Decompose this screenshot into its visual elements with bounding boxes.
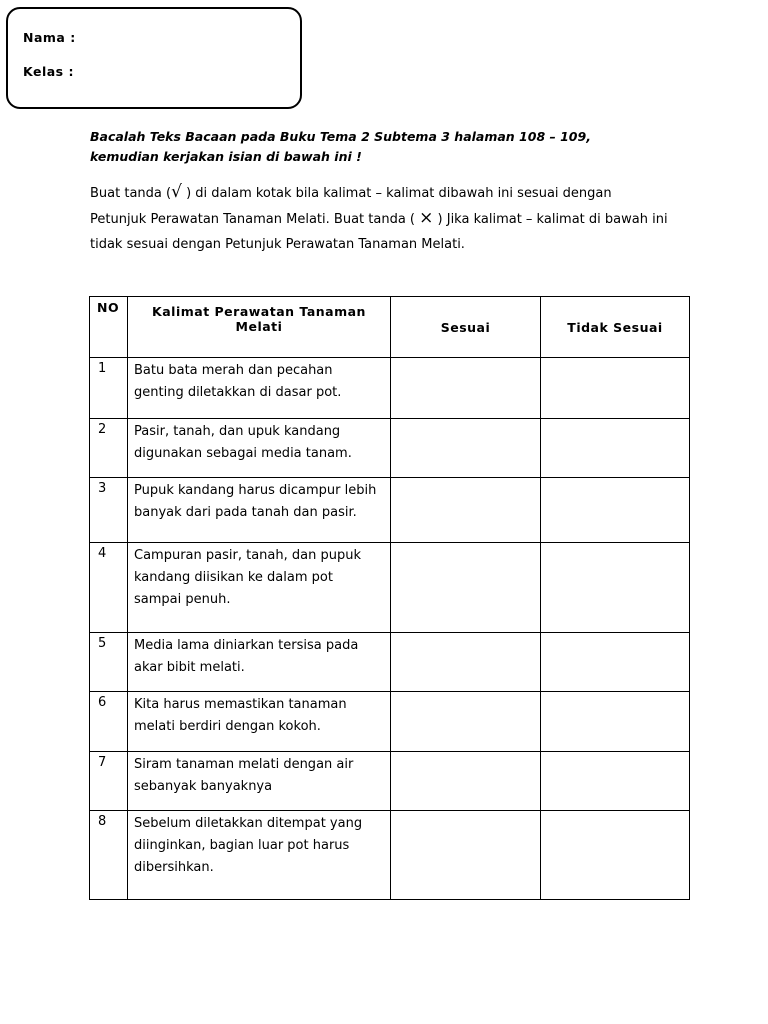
table-row [90,752,690,811]
header-sesuai: Sesuai [391,297,541,358]
marking-instruction [90,180,670,257]
tidak-sesuai-checkbox[interactable] [541,419,690,478]
tidak-sesuai-checkbox[interactable] [541,633,690,692]
instruction-part-1: Buat tanda ( [90,186,172,201]
table-row [90,358,690,419]
sesuai-checkbox[interactable] [391,419,541,478]
row-statement: Media lama diniarkan tersisa pada akar bibit melati. [128,633,391,692]
row-number: 1 [90,358,128,419]
tidak-sesuai-checkbox[interactable] [541,752,690,811]
row-number: 4 [90,543,128,633]
sesuai-checkbox[interactable] [391,543,541,633]
sesuai-checkbox[interactable] [391,478,541,543]
row-number: 6 [90,692,128,752]
row-number: 7 [90,752,128,811]
header-tidak-sesuai: Tidak Sesuai [541,297,690,358]
row-statement: Campuran pasir, tanah, dan pupuk kandang diisikan ke dalam pot sampai penuh. [128,543,391,633]
table-header-row [90,297,690,358]
row-statement: Batu bata merah dan pecahan genting diletakkan di dasar pot. [128,358,391,419]
row-number: 5 [90,633,128,692]
class-label: Kelas : [23,64,74,79]
row-statement: Sebelum diletakkan ditempat yang diinginkan, bagian luar pot harus dibersihkan. [128,811,391,900]
row-statement: Pasir, tanah, dan upuk kandang digunakan sebagai media tanam. [128,419,391,478]
instruction-part-2: ) di dalam kotak bila kalimat – kalimat dibawah ini sesuai dengan Petunjuk Perawatan Tanaman Melati. Buat tanda ( [90,186,612,227]
sesuai-checkbox[interactable] [391,633,541,692]
row-statement: Pupuk kandang harus dicampur lebih banyak dari pada tanah dan pasir. [128,478,391,543]
sesuai-checkbox[interactable] [391,811,541,900]
row-number: 8 [90,811,128,900]
header-statement-label: Kalimat Perawatan Tanaman Melati [152,304,366,334]
row-number: 3 [90,478,128,543]
table-row [90,419,690,478]
row-statement: Siram tanaman melati dengan air sebanyak banyaknya [128,752,391,811]
tidak-sesuai-checkbox[interactable] [541,811,690,900]
identity-box [6,7,302,109]
table-row [90,478,690,543]
sesuai-checkbox[interactable] [391,358,541,419]
sesuai-checkbox[interactable] [391,692,541,752]
check-mark-symbol: √ [171,182,182,202]
instruction-part-3: ) Jika kalimat – kalimat di bawah ini tidak sesuai dengan Petunjuk Perawatan Tanaman Melati. [90,212,668,252]
header-no: NO [90,297,128,358]
tidak-sesuai-checkbox[interactable] [541,543,690,633]
row-statement: Kita harus memastikan tanaman melati berdiri dengan kokoh. [128,692,391,752]
cross-mark-symbol: × [419,208,434,228]
care-statements-table [89,296,690,900]
sesuai-checkbox[interactable] [391,752,541,811]
header-statement [128,297,391,358]
tidak-sesuai-checkbox[interactable] [541,692,690,752]
tidak-sesuai-checkbox[interactable] [541,478,690,543]
table-row [90,543,690,633]
tidak-sesuai-checkbox[interactable] [541,358,690,419]
reading-instruction: Bacalah Teks Bacaan pada Buku Tema 2 Subtema 3 halaman 108 – 109, kemudian kerjakan isian di bawah ini ! [90,129,591,164]
name-label: Nama : [23,30,76,45]
table-row [90,811,690,900]
table-row [90,633,690,692]
table-row [90,692,690,752]
row-number: 2 [90,419,128,478]
